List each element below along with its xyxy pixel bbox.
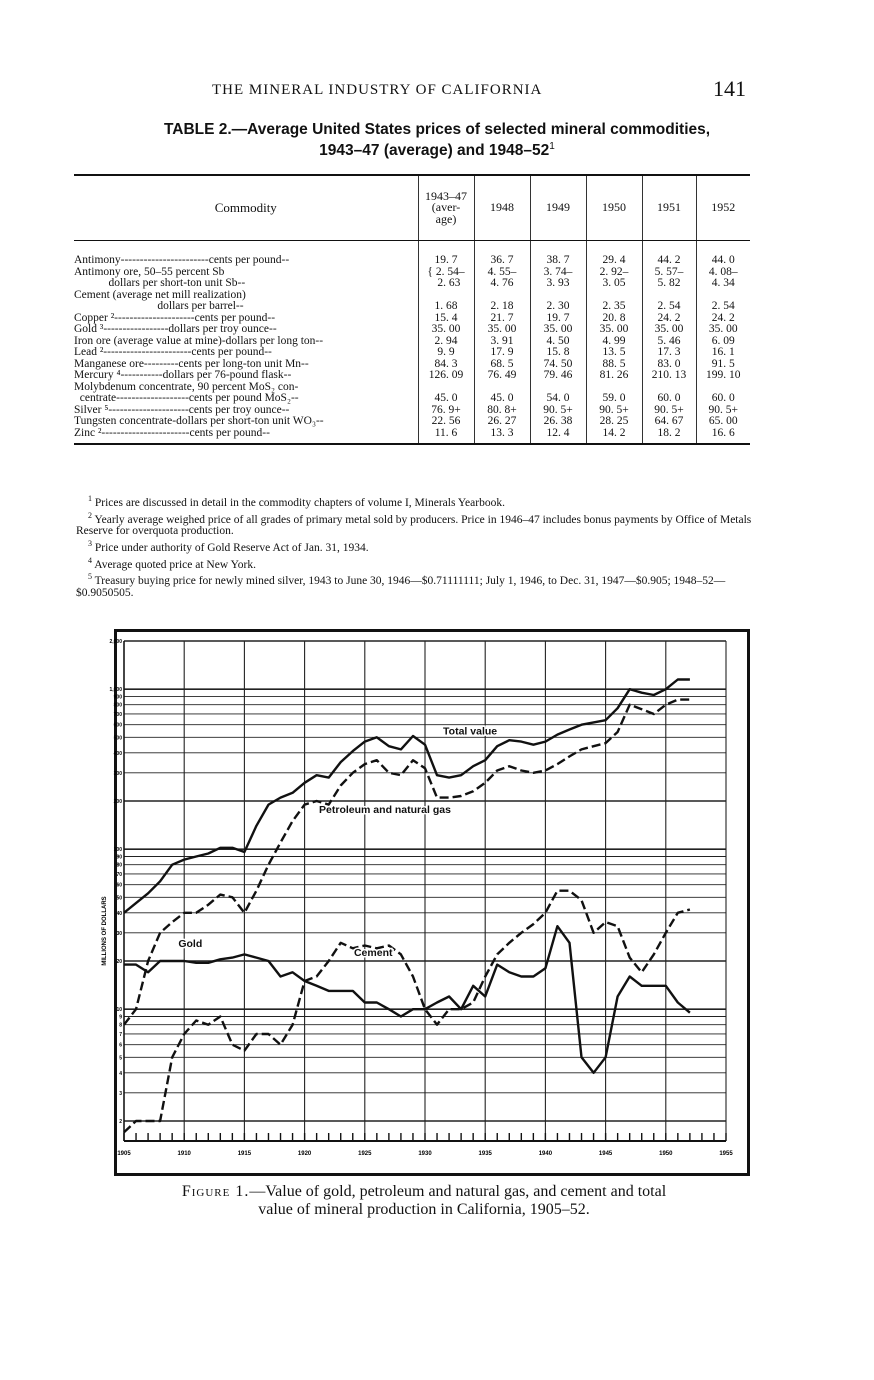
price-cell: 35. 00 (642, 324, 696, 336)
table-caption (60, 121, 814, 159)
figure-caption-line-2: value of mineral production in California, 1905–52. (258, 1201, 590, 1218)
price-cell: 210. 13 (642, 370, 696, 382)
y-tick-label: 2 (119, 1119, 122, 1126)
price-cell: 91. 5 (696, 359, 750, 371)
price-cell: 79. 46 (530, 370, 586, 382)
price-cell: 84. 3 (418, 359, 474, 371)
column-header-year: 1952 (696, 175, 750, 241)
y-tick-label: 100 (113, 847, 122, 854)
commodity-cell: Antimony-----------------------cents per pound-- (74, 254, 290, 266)
y-tick-label: 5 (119, 1055, 122, 1062)
price-cell: 4. 50 (530, 336, 586, 348)
running-head (0, 78, 874, 102)
x-tick-label: 1920 (297, 1151, 312, 1157)
table-row (74, 382, 750, 405)
x-tick-label: 1935 (478, 1151, 492, 1157)
y-tick-label: 300 (113, 770, 122, 777)
y-tick-label: 9 (119, 1014, 122, 1021)
price-cell: 2. 54 (642, 290, 696, 313)
commodity-cell: Copper ²---------------------cents per pound-- (74, 311, 276, 324)
commodity-cell: Antimony ore, 50–55 percent Sb dollars per short-ton unit Sb-- (74, 265, 246, 289)
series-label: Total value (443, 725, 498, 738)
price-cell: 2. 18 (474, 290, 530, 313)
price-cell: 3. 74– 3. 93 (530, 267, 586, 290)
price-cell: 16. 6 (696, 428, 750, 445)
price-cell: 12. 4 (530, 428, 586, 445)
column-header-year: 1948 (474, 175, 530, 241)
price-cell: 74. 50 (530, 359, 586, 371)
figure-caption-line-1: —Value of gold, petroleum and natural gas, and cement and total (249, 1183, 667, 1200)
y-tick-label: 3 (119, 1090, 122, 1097)
price-cell: 26. 27 (474, 416, 530, 428)
price-cell: 35. 00 (586, 324, 642, 336)
y-tick-label: 800 (113, 702, 122, 709)
table-caption-note: 1 (549, 141, 555, 152)
x-tick-label: 1950 (659, 1151, 673, 1157)
y-tick-label: 20 (116, 959, 122, 966)
price-cell: 2. 94 (418, 336, 474, 348)
price-cell: 4. 99 (586, 336, 642, 348)
table-row (74, 416, 750, 428)
price-cell: 54. 0 (530, 382, 586, 405)
y-tick-label: 10 (116, 1007, 122, 1014)
y-tick-label: 200 (113, 799, 122, 806)
price-cell: 199. 10 (696, 370, 750, 382)
price-cell: 19. 7 (418, 241, 474, 267)
commodity-cell: Gold ³-----------------dollars per troy ounce-- (74, 323, 277, 335)
page-number: 141 (713, 76, 746, 101)
y-tick-label: 30 (116, 930, 122, 937)
table-row (74, 290, 750, 313)
x-tick-label: 1955 (719, 1151, 733, 1157)
footnote (76, 510, 776, 538)
commodity-cell: Iron ore (average value at mine)-dollars per long ton-- (74, 334, 324, 347)
y-axis-label: MILLIONS OF DOLLARS (102, 896, 108, 966)
footnote-mark: 1 (88, 494, 92, 503)
price-cell: 90. 5+ (530, 405, 586, 417)
figure-caption (74, 1183, 774, 1219)
y-tick-label: 700 (113, 711, 122, 718)
footnote-mark: 5 (88, 572, 92, 582)
price-cell: 2. 30 (530, 290, 586, 313)
footnote-mark: 2 (88, 510, 92, 520)
price-cell: 1. 68 (418, 290, 474, 313)
price-cell: 2. 92– 3. 05 (586, 267, 642, 290)
table-header-row (74, 175, 750, 241)
table-caption-line-2: 1943–47 (average) and 1948–52 (319, 142, 550, 160)
y-tick-label: 70 (116, 871, 122, 878)
price-cell: 44. 0 (696, 241, 750, 267)
table-footnotes (76, 493, 776, 600)
price-cell: 64. 67 (642, 416, 696, 428)
y-tick-label: 2,000 (109, 639, 122, 645)
figure-label: Figure 1. (181, 1183, 250, 1200)
column-header-year: 1950 (586, 175, 642, 241)
y-tick-label: 7 (119, 1031, 122, 1038)
price-cell: 19. 7 (530, 313, 586, 325)
y-tick-label: 60 (116, 882, 122, 889)
price-cell: 15. 4 (418, 313, 474, 325)
commodity-cell: Molybdenum concentrate, 90 percent MoS₂ con- centrate-------------------cents per pound MoS₂-- (74, 380, 299, 404)
commodity-cell: Zinc ²-----------------------cents per pound-- (74, 428, 418, 445)
series-label: Gold (178, 937, 203, 950)
price-cell: 26. 38 (530, 416, 586, 428)
commodity-cell: Tungsten concentrate-dollars per short-ton unit WO₃-- (74, 415, 324, 427)
commodity-cell: Silver ⁵---------------------cents per troy ounce-- (74, 403, 290, 416)
price-cell: 76. 49 (474, 370, 530, 382)
x-tick-label: 1940 (538, 1151, 553, 1157)
price-cell: 83. 0 (642, 359, 696, 371)
price-cell: 20. 8 (586, 313, 642, 325)
x-tick-label: 1945 (598, 1151, 613, 1157)
price-cell: 59. 0 (586, 382, 642, 405)
price-cell: 88. 5 (586, 359, 642, 371)
price-cell: 5. 57– 5. 82 (642, 267, 696, 290)
column-header-year: 1943–47 (aver- age) (418, 175, 474, 241)
price-cell: 90. 5+ (642, 405, 696, 417)
x-tick-label: 1915 (237, 1151, 252, 1157)
series-label: Cement (353, 946, 393, 959)
price-cell: 29. 4 (586, 241, 642, 267)
price-cell: 17. 9 (474, 347, 530, 359)
footnote-text: Yearly average weighed price of all grades of primary metal sold by producers. Price in 1946–47 includes bonus payments by Office of Metals Reserve for overquota production. (76, 513, 752, 538)
commodity-cell: Lead ²-----------------------cents per pound-- (74, 346, 272, 358)
price-cell: 68. 5 (474, 359, 530, 371)
y-tick-label: 1,000 (109, 687, 122, 694)
price-cell: 16. 1 (696, 347, 750, 359)
footnote-text: Prices are discussed in detail in the commodity chapters of volume I, Minerals Yearbook. (94, 496, 505, 509)
price-cell: 15. 8 (530, 347, 586, 359)
x-tick-label: 1910 (177, 1151, 191, 1157)
y-tick-label: 500 (113, 735, 122, 742)
y-tick-label: 4 (119, 1070, 122, 1077)
price-cell: 38. 7 (530, 241, 586, 267)
y-tick-label: 50 (116, 895, 122, 902)
footnote-text: Treasury buying price for newly mined silver, 1943 to June 30, 1946—$0.71111111; July 1, 1946, to Dec. 31, 1947—$0.905; 1948–52—$0.9050505. (76, 575, 726, 599)
price-cell: 90. 5+ (696, 405, 750, 417)
price-cell: 126. 09 (418, 370, 474, 382)
table-caption-line-1: TABLE 2.—Average United States prices of selected mineral commodities, (163, 121, 711, 138)
running-title: THE MINERAL INDUSTRY OF CALIFORNIA (212, 82, 543, 98)
y-tick-label: 80 (116, 862, 122, 869)
x-tick-label: 1905 (117, 1151, 131, 1157)
price-cell: 22. 56 (418, 416, 474, 428)
x-tick-label: 1930 (418, 1151, 432, 1157)
table-row (74, 347, 750, 359)
footnote (76, 538, 776, 555)
column-header-year: 1949 (530, 175, 586, 241)
price-cell: 4. 08– 4. 34 (696, 267, 750, 290)
x-tick-label: 1925 (358, 1151, 372, 1157)
price-cell: 6. 09 (696, 336, 750, 348)
column-header-commodity: Commodity (74, 175, 418, 241)
footnote-text: Average quoted price at New York. (94, 558, 256, 571)
table-row (74, 428, 750, 445)
y-tick-label: 600 (113, 722, 122, 729)
table-row (74, 324, 750, 336)
price-cell: 80. 8+ (474, 405, 530, 417)
y-tick-label: 900 (113, 694, 122, 701)
price-cell: 35. 00 (530, 324, 586, 336)
price-cell: 35. 00 (418, 324, 474, 336)
price-cell: 18. 2 (642, 428, 696, 445)
price-cell: 24. 2 (642, 313, 696, 325)
y-tick-label: 400 (113, 750, 122, 757)
footnote (76, 493, 776, 510)
price-cell: 45. 0 (474, 382, 530, 405)
price-cell: 2. 54 (696, 290, 750, 313)
price-cell: 13. 5 (586, 347, 642, 359)
price-cell: 13. 3 (474, 428, 530, 445)
price-cell: 90. 5+ (586, 405, 642, 417)
price-cell: 5. 46 (642, 336, 696, 348)
price-cell: 3. 91 (474, 336, 530, 348)
price-cell: 2. 35 (586, 290, 642, 313)
price-cell: 14. 2 (586, 428, 642, 445)
table-row (74, 241, 750, 267)
price-cell: 28. 25 (586, 416, 642, 428)
footnote-text: Price under authority of Gold Reserve Act of Jan. 31, 1934. (94, 541, 369, 554)
y-tick-label: 90 (116, 854, 122, 861)
price-cell: 44. 2 (642, 241, 696, 267)
price-cell: { 2. 54– 2. 63 (418, 267, 474, 290)
price-cell: 36. 7 (474, 241, 530, 267)
price-cell: 76. 9+ (418, 405, 474, 417)
footnote-mark: 3 (88, 539, 92, 549)
price-cell: 81. 26 (586, 370, 642, 382)
table-row (74, 267, 750, 290)
commodity-cell: Cement (average net mill realization) dollars per barrel-- (74, 288, 246, 312)
price-cell: 21. 7 (474, 313, 530, 325)
column-header-year: 1951 (642, 175, 696, 241)
price-cell: 60. 0 (696, 382, 750, 405)
commodity-cell: Manganese ore---------cents per long-ton unit Mn-- (74, 357, 309, 370)
price-cell: 17. 3 (642, 347, 696, 359)
price-cell: 11. 6 (418, 428, 474, 445)
line-chart (102, 629, 750, 1176)
price-cell: 4. 55– 4. 76 (474, 267, 530, 290)
commodity-cell: Mercury ⁴-----------dollars per 76-pound flask-- (74, 369, 292, 381)
price-table (74, 174, 750, 445)
y-tick-label: 8 (119, 1022, 122, 1029)
price-table-grid (74, 174, 750, 445)
y-tick-label: 40 (116, 910, 122, 917)
price-cell: 24. 2 (696, 313, 750, 325)
footnote (76, 571, 776, 599)
table-body (74, 241, 750, 445)
footnote (76, 555, 776, 572)
y-tick-label: 6 (119, 1042, 122, 1049)
series-label: Petroleum and natural gas (319, 804, 451, 817)
price-cell: 35. 00 (696, 324, 750, 336)
price-cell: 35. 00 (474, 324, 530, 336)
price-cell: 45. 0 (418, 382, 474, 405)
price-cell: 60. 0 (642, 382, 696, 405)
price-cell: 65. 00 (696, 416, 750, 428)
table-row (74, 370, 750, 382)
price-cell: 9. 9 (418, 347, 474, 359)
footnote-mark: 4 (88, 555, 92, 565)
